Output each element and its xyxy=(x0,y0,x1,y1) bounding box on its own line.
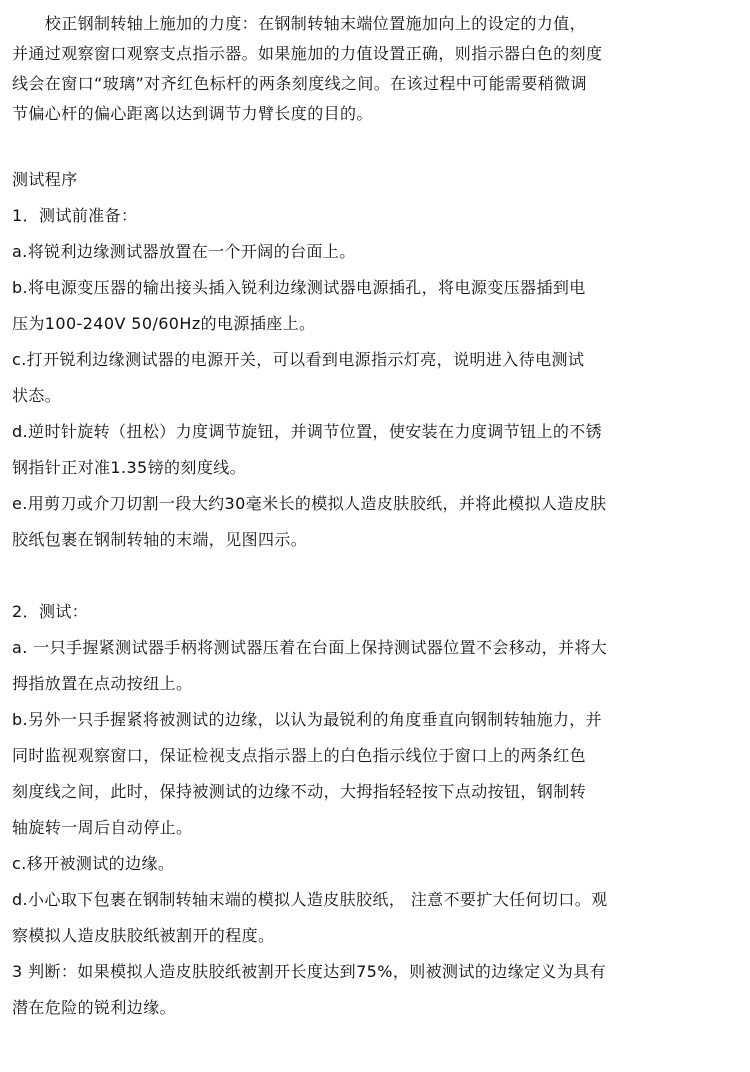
procedure-heading: 测试程序 xyxy=(12,170,78,189)
prep-line-d1: d.逆时针旋转（扭松）力度调节旋钮，并调节位置，使安装在力度调节钮上的不锈 xyxy=(12,422,603,441)
prep-line-a: a.将锐利边缘测试器放置在一个开阔的台面上。 xyxy=(12,242,356,261)
prep-line-b1: b.将电源变压器的输出接头插入锐利边缘测试器电源插孔，将电源变压器插到电 xyxy=(12,278,586,297)
test-line-b3: 刻度线之间，此时，保持被测试的边缘不动，大拇指轻轻按下点动按钮，钢制转 xyxy=(12,782,587,801)
intro-line-4: 节偏心杆的偏心距离以达到调节力臂长度的目的。 xyxy=(12,104,373,123)
test-line-b4: 轴旋转一周后自动停止。 xyxy=(12,818,193,837)
judgement-line-2: 潜在危险的锐利边缘。 xyxy=(12,998,177,1017)
test-heading: 2．测试： xyxy=(12,602,89,621)
test-line-b1: b.另外一只手握紧将被测试的边缘，以认为最锐利的角度垂直向钢制转轴施力，并 xyxy=(12,710,603,729)
intro-line-2: 并通过观察窗口观察支点指示器。如果施加的力值设置正确，则指示器白色的刻度 xyxy=(12,44,603,63)
test-line-b2: 同时监视观察窗口，保证检视支点指示器上的白色指示线位于窗口上的两条红色 xyxy=(12,746,587,765)
prep-line-c1: c.打开锐利边缘测试器的电源开关，可以看到电源指示灯亮，说明进入待电测试 xyxy=(12,350,585,369)
judgement-line-1: 3 判断：如果模拟人造皮肤胶纸被割开长度达到75%，则被测试的边缘定义为具有 xyxy=(12,962,607,981)
prep-heading: 1．测试前准备： xyxy=(12,206,138,225)
test-line-d1: d.小心取下包裹在钢制转轴末端的模拟人造皮肤胶纸， 注意不要扩大任何切口。观 xyxy=(12,890,608,909)
prep-line-b2: 压为100-240V 50/60Hz的电源插座上。 xyxy=(12,314,316,333)
prep-line-d2: 钢指针正对准1.35镑的刻度线。 xyxy=(12,458,247,477)
prep-line-e1: e.用剪刀或介刀切割一段大约30毫米长的模拟人造皮肤胶纸，并将此模拟人造皮肤 xyxy=(12,494,607,513)
test-line-a1: a. 一只手握紧测试器手柄将测试器压着在台面上保持测试器位置不会移动，并将大 xyxy=(12,638,608,657)
intro-line-3: 线会在窗口“玻璃”对齐红色标杆的两条刻度线之间。在该过程中可能需要稍微调 xyxy=(12,74,587,93)
test-line-a2: 拇指放置在点动按纽上。 xyxy=(12,674,193,693)
prep-line-e2: 胶纸包裹在钢制转轴的末端，见图四示。 xyxy=(12,530,308,549)
test-line-d2: 察模拟人造皮肤胶纸被割开的程度。 xyxy=(12,926,275,945)
prep-line-c2: 状态。 xyxy=(12,386,62,405)
test-line-c: c.移开被测试的边缘。 xyxy=(12,854,175,873)
intro-line-1: 校正钢制转轴上施加的力度：在钢制转轴末端位置施加向上的设定的力值， xyxy=(12,14,587,33)
